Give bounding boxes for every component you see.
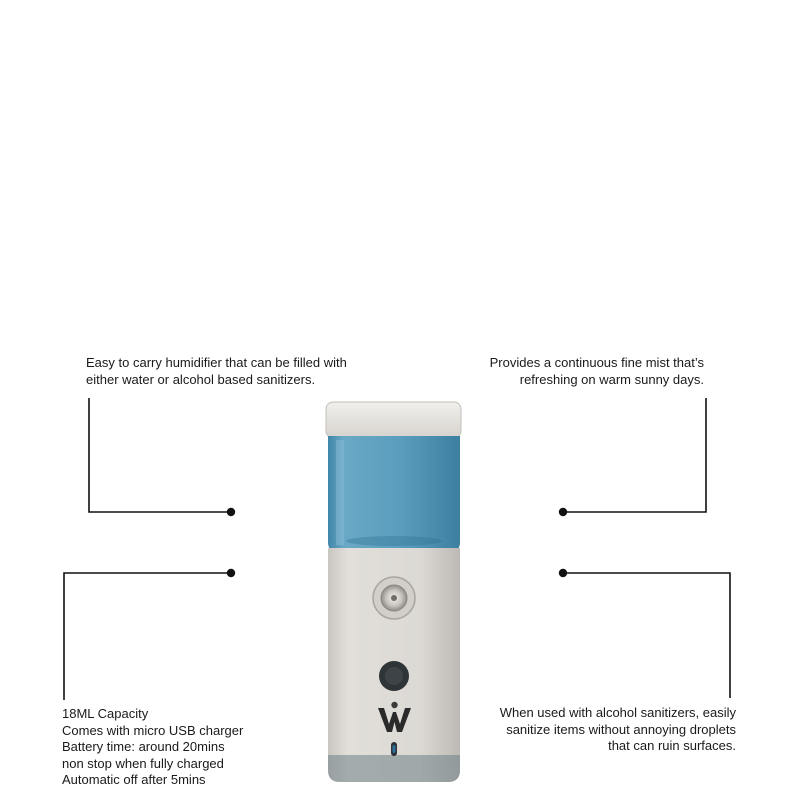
callout-line: refreshing on warm sunny days. bbox=[519, 371, 704, 387]
callout-line: When used with alcohol sanitizers, easily bbox=[499, 705, 736, 720]
callout-line: either water or alcohol based sanitizers. bbox=[86, 371, 316, 387]
callout-line: Battery time: around 20mins bbox=[62, 739, 225, 754]
callout-line: Automatic off after 5mins bbox=[62, 772, 206, 787]
callout-line: 18ML Capacity bbox=[62, 706, 149, 721]
callout-line: Provides a continuous fine mist that’s bbox=[489, 355, 704, 370]
callout-line: Easy to carry humidifier that can be filled with bbox=[86, 355, 347, 370]
callout-line: that can ruin surfaces. bbox=[608, 738, 736, 753]
callout-line: non stop when fully charged bbox=[62, 755, 224, 771]
callout-line: Comes with micro USB charger bbox=[62, 722, 244, 738]
sprayer-cap bbox=[326, 402, 461, 438]
callout-line: sanitize items without annoying droplets bbox=[506, 721, 736, 737]
water-tank bbox=[328, 436, 460, 552]
